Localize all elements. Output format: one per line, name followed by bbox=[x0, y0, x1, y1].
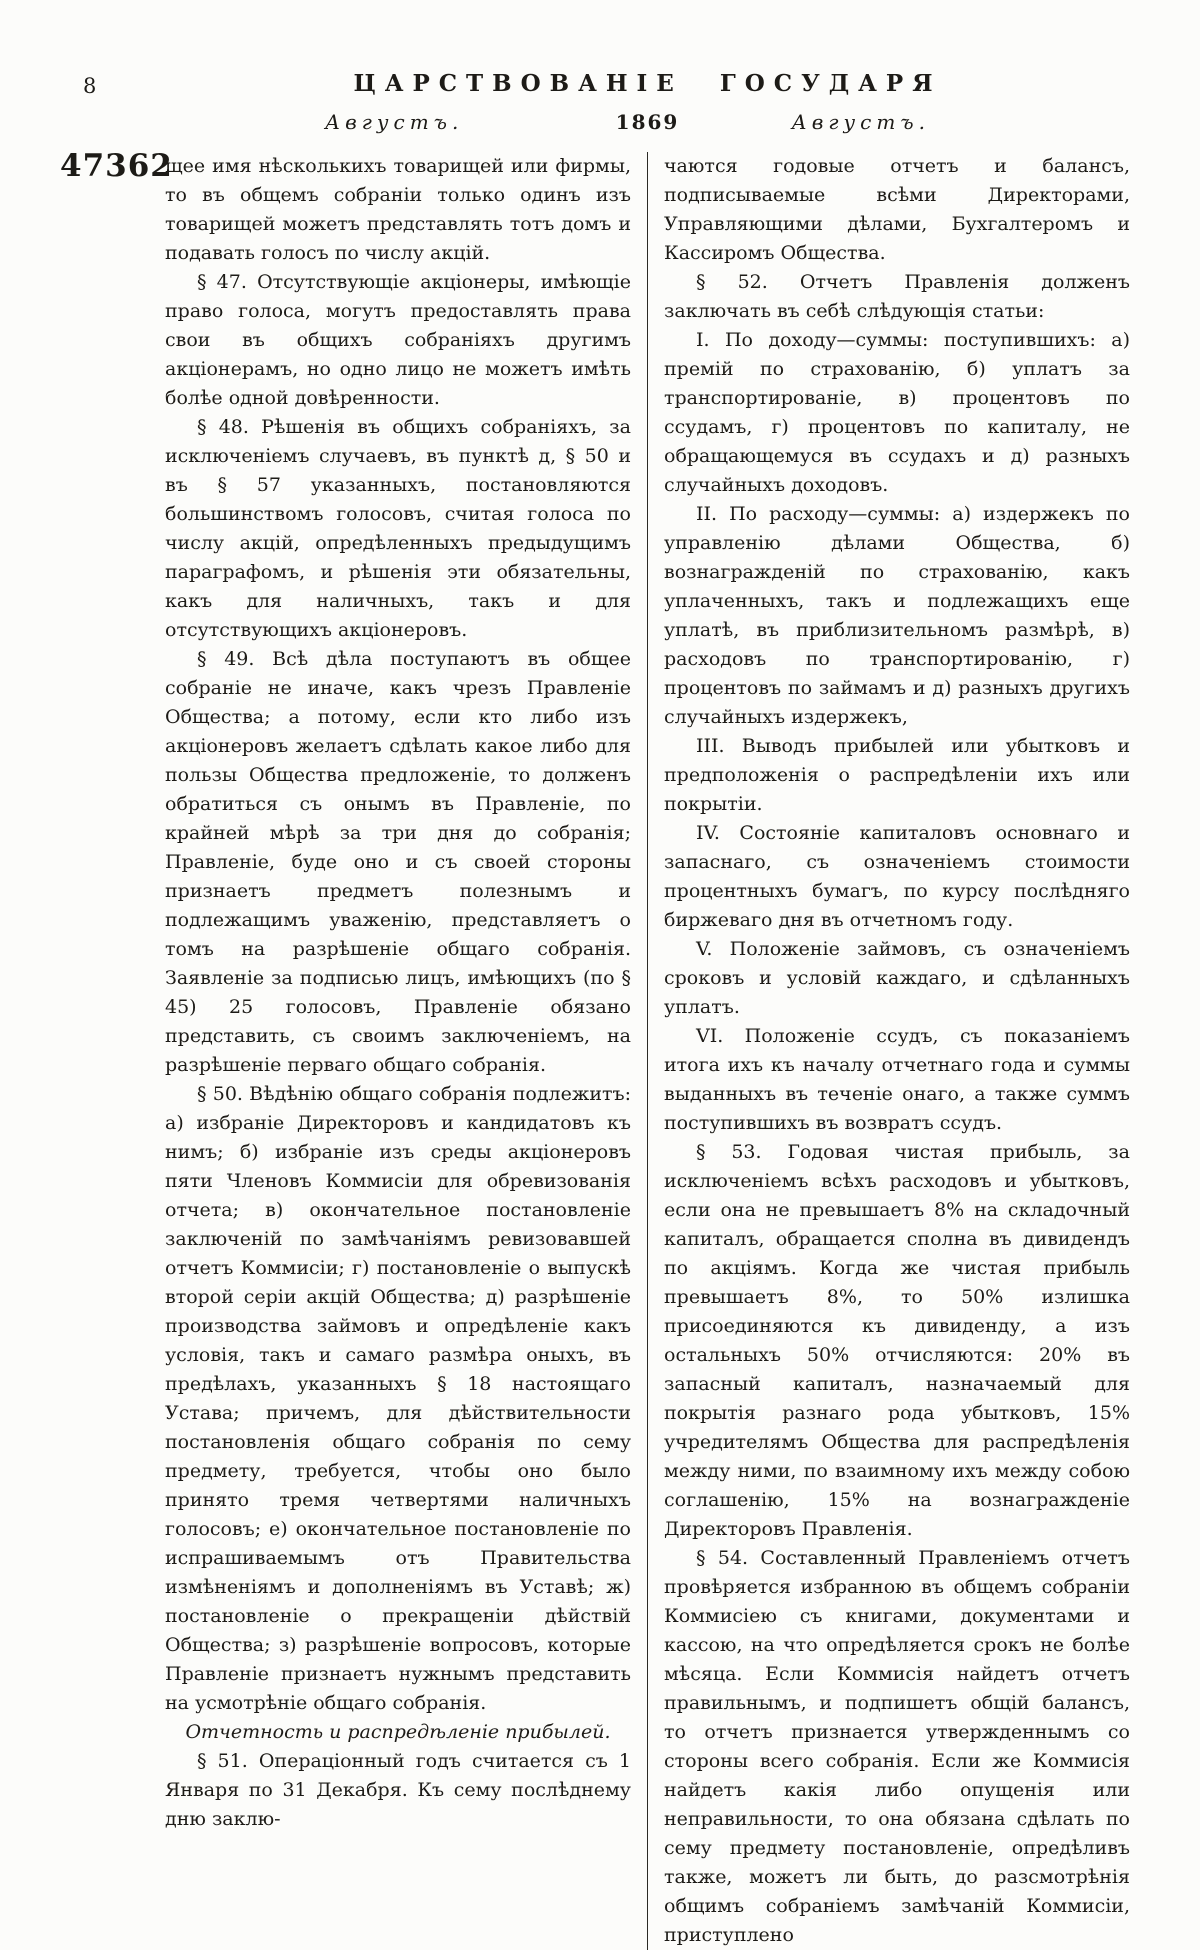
section-48-paragraph: § 48. Рѣшенія въ общихъ собраніяхъ, за исключеніемъ случаевъ, въ пунктѣ д, § 50 и въ § 57 указанныхъ, постановляются большинствомъ голосовъ, считая голоса по числу акцій, опредѣленныхъ предыдущимъ параграфомъ, и рѣшенія эти обязательны, какъ для наличныхъ, такъ и для отсутствующихъ акціонеровъ. bbox=[165, 416, 631, 641]
running-head-month-left: Августъ. bbox=[325, 110, 464, 134]
page-number: 8 bbox=[83, 74, 97, 98]
section-49-paragraph: § 49. Всѣ дѣла поступаютъ въ общее собраніе не иначе, какъ чрезъ Правленіе Общества; а потому, если кто либо изъ акціонеровъ желаетъ сдѣлать какое либо для пользы Общества предложеніе, то долженъ обратиться съ онымъ въ Правленіе, по крайней мѣрѣ за три дня до собранія; Правленіе, буде оно и съ своей стороны признаетъ предметъ полезнымъ и подлежащимъ уваженію, представляетъ о томъ на разрѣшеніе общаго собранія. Заявленіе за подписью лицъ, имѣющихъ (по § 45) 25 голосовъ, Правленіе обязано представить, съ своимъ заключеніемъ, на разрѣшеніе перваго общаго собранія. bbox=[165, 648, 631, 1076]
item-III-paragraph: III. Выводъ прибылей или убытковъ и предположенія о распредѣленіи ихъ или покрытіи. bbox=[664, 735, 1130, 815]
item-VI-paragraph: VI. Положеніе ссудъ, съ показаніемъ итога ихъ къ началу отчетнаго года и суммы выданныхъ въ теченіе онаго, а также суммъ поступившихъ въ возвратъ ссудъ. bbox=[664, 1025, 1130, 1134]
text-columns bbox=[165, 152, 1130, 1950]
running-head-month-right: Августъ. bbox=[791, 110, 930, 134]
page-header bbox=[83, 70, 1130, 110]
page-title: ЦАРСТВОВАНІЕ ГОСУДАРЯ bbox=[353, 70, 942, 97]
section-50-paragraph: § 50. Вѣдѣнію общаго собранія подлежитъ: а) избраніе Директоровъ и кандидатовъ къ нимъ; б) избраніе изъ среды акціонеровъ пяти Членовъ Коммисіи для обревизованія отчета; в) окончательное постановленіе заключеній по замѣчаніямъ ревизовавшей отчетъ Коммисіи; г) постановленіе о выпускѣ второй серіи акцій Общества; д) разрѣшеніе производства займовъ и опредѣленіе какъ условія, такъ и самаго размѣра оныхъ, въ предѣлахъ, указанныхъ § 18 настоящаго Устава; причемъ, для дѣйствительности постановленія общаго собранія по сему предмету, требуется, чтобы оно было принято тремя четвертями наличныхъ голосовъ; е) окончательное постановленіе по испрашиваемымъ отъ Правительства измѣненіямъ и дополненіямъ въ Уставѣ; ж) постановленіе о прекращеніи дѣйствій Общества; з) разрѣшеніе вопросовъ, которые Правленіе признаетъ нужнымъ представить на усмотрѣніе общаго собранія. bbox=[165, 1083, 631, 1714]
right-column bbox=[664, 152, 1130, 1950]
section-51-paragraph: § 51. Операціонный годъ считается съ 1 Января по 31 Декабря. Къ сему послѣднему дню заклю- bbox=[165, 1750, 631, 1830]
item-I-paragraph: I. По доходу—суммы: поступившихъ: а) премій по страхованію, б) уплатъ за транспортированіе, в) процентовъ по ссудамъ, г) процентовъ по капиталу, не обращающемуся въ ссудахъ и д) разныхъ случайныхъ доходовъ. bbox=[664, 329, 1130, 496]
item-V-paragraph: V. Положеніе займовъ, съ означеніемъ сроковъ и условій каждаго, и сдѣланныхъ уплатъ. bbox=[664, 938, 1130, 1018]
running-head bbox=[165, 110, 1130, 148]
item-IV-paragraph: IV. Состояніе капиталовъ основнаго и запаснаго, съ означеніемъ стоимости процентныхъ бумагъ, по курсу послѣдняго биржеваго дня въ отчетномъ году. bbox=[664, 822, 1130, 931]
section-54-paragraph: § 54. Составленный Правленіемъ отчетъ провѣряется избранною въ общемъ собраніи Коммисіею съ книгами, документами и кассою, на что опредѣляется срокъ не болѣе мѣсяца. Если Коммисія найдетъ отчетъ правильнымъ, и подпишетъ общій балансъ, то отчетъ признается утвержденнымъ со стороны всего собранія. Если же Коммисія найдетъ какія либо опущенія или неправильности, то она обязана сдѣлать по сему предмету постановленіе, опредѣливъ также, можетъ ли быть, до разсмотрѣнія общимъ собраніемъ замѣчаній Коммисіи, приступлено bbox=[664, 1547, 1130, 1946]
section-53-paragraph: § 53. Годовая чистая прибыль, за исключеніемъ всѣхъ расходовъ и убытковъ, если она не превышаетъ 8% на складочный капиталъ, обращается сполна въ дивидендъ по акціямъ. Когда же чистая прибыль превышаетъ 8%, то 50% излишка присоединяются къ дивиденду, а изъ остальныхъ 50% отчисляются: 20% въ запасный капиталъ, назначаемый для покрытія разнаго рода убытковъ, 15% учредителямъ Общества для распредѣленія между ними, по взаимному ихъ между собою соглашенію, 15% на вознагражденіе Директоровъ Правленія. bbox=[664, 1141, 1130, 1540]
section-52-paragraph: § 52. Отчетъ Правленія долженъ заключать въ себѣ слѣдующія статьи: bbox=[664, 271, 1130, 322]
act-number: 47362 bbox=[60, 148, 173, 184]
item-II-paragraph: II. По расходу—суммы: а) издержекъ по управленію дѣлами Общества, б) вознагражденій по страхованію, какъ уплаченныхъ, такъ и подлежащихъ еще уплатѣ, въ приблизительномъ размѣрѣ, в) расходовъ по транспортированію, г) процентовъ по займамъ и д) разныхъ другихъ случайныхъ издержекъ, bbox=[664, 503, 1130, 728]
reporting-section-heading: Отчетность и распредѣленіе прибылей. bbox=[185, 1721, 611, 1743]
continuation-paragraph: чаются годовые отчетъ и балансъ, подписываемые всѣми Директорами, Управляющими дѣлами, Бухгалтеромъ и Кассиромъ Общества. bbox=[664, 155, 1130, 264]
left-column bbox=[165, 152, 631, 1950]
continuation-paragraph: щее имя нѣсколькихъ товарищей или фирмы, то въ общемъ собраніи только одинъ изъ товарищей можетъ представлять тотъ домъ и подавать голосъ по числу акцій. bbox=[165, 155, 631, 264]
running-head-year: 1869 bbox=[615, 110, 680, 134]
column-divider bbox=[647, 152, 648, 1950]
section-47-paragraph: § 47. Отсутствующіе акціонеры, имѣющіе право голоса, могутъ предоставлять права свои въ общихъ собраніяхъ другимъ акціонерамъ, но одно лицо не можетъ имѣть болѣе одной довѣренности. bbox=[165, 271, 631, 409]
